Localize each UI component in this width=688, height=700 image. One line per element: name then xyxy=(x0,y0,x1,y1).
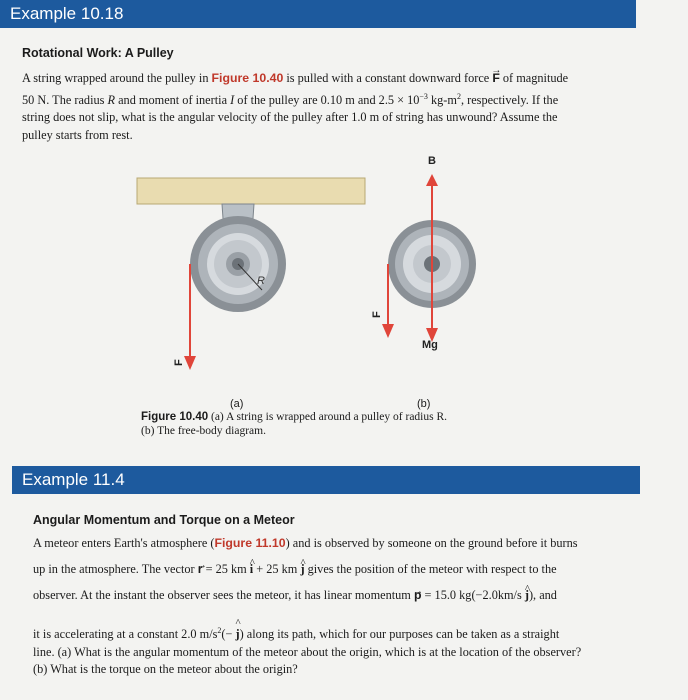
text-segment: A string wrapped around the pulley in xyxy=(22,71,212,85)
example-header: Example 10.18 xyxy=(0,0,636,28)
text-segment: kg-m xyxy=(427,92,457,107)
subfigure-label-b: (b) xyxy=(417,398,431,410)
exponent: 2 xyxy=(217,626,222,635)
text-segment: is pulled with a constant downward force xyxy=(283,71,493,85)
inertia-symbol: I xyxy=(230,92,235,107)
problem-text-continued xyxy=(33,622,633,679)
text-segment: A meteor enters Earth's atmosphere ( xyxy=(33,536,215,550)
text-segment: pulley starts from rest. xyxy=(22,127,133,142)
unit-vector-j: ^ j xyxy=(236,627,240,641)
force-label-a: F xyxy=(173,359,185,366)
unit-vector-j: ^ j xyxy=(525,588,529,602)
force-arrowhead xyxy=(184,356,196,370)
text-segment: 50 N. The radius xyxy=(22,92,108,107)
text-segment: string does not slip, what is the angular velocity of the pulley after 1.0 m of string has unwound? Assume the xyxy=(22,110,558,125)
position-vector-symbol: → r xyxy=(198,562,203,576)
subfigure-label-a: (a) xyxy=(230,398,244,410)
exponent: 2 xyxy=(456,91,461,101)
text-segment: ) along its path, which for our purposes can be taken as a straight xyxy=(239,627,560,642)
text-segment: of the pulley are 0.10 m and 2.5 × 10 xyxy=(234,92,420,107)
text-segment: observer. At the instant the observer sees the meteor, it has linear momentum xyxy=(33,588,414,602)
force-arrowhead-fbd xyxy=(382,324,394,338)
figure-link[interactable]: Figure 11.10 xyxy=(214,536,286,550)
force-vector-symbol: → F xyxy=(492,71,500,85)
unit-vector-j: ^ j xyxy=(300,562,304,576)
figure-number: Figure 10.40 xyxy=(141,411,209,423)
figure-caption xyxy=(141,410,501,438)
text-segment: it is accelerating at a constant 2.0 m/s xyxy=(33,627,218,642)
radius-symbol: R xyxy=(107,92,116,107)
example-subtitle: Rotational Work: A Pulley xyxy=(22,46,174,60)
example-subtitle: Angular Momentum and Torque on a Meteor xyxy=(33,513,295,527)
pulley-figure xyxy=(130,150,490,380)
text-segment: up in the atmosphere. The vector xyxy=(33,562,198,576)
text-segment: of magnitude xyxy=(499,71,569,85)
text-segment: (− xyxy=(221,627,236,642)
caption-text: (b) The free-body diagram. xyxy=(141,425,266,437)
text-segment: , respectively. If the xyxy=(460,92,559,107)
text-segment: + 25 km xyxy=(253,562,301,576)
exponent: −3 xyxy=(419,91,428,101)
text-segment: = 25 km xyxy=(202,562,250,576)
force-label-b: F xyxy=(371,311,383,318)
problem-text xyxy=(22,70,622,144)
ceiling-beam xyxy=(137,178,365,204)
radius-label: R xyxy=(257,275,265,287)
unit-vector-i: ^ i xyxy=(250,562,253,576)
text-segment: and moment of inertia xyxy=(115,92,231,107)
example-header: Example 11.4 xyxy=(12,466,640,494)
support-force-label: B xyxy=(428,155,436,167)
weight-label: Mg xyxy=(422,339,438,351)
support-force-arrowhead xyxy=(426,174,438,186)
figure-link[interactable]: Figure 10.40 xyxy=(211,71,284,85)
text-segment: gives the position of the meteor with respect to the xyxy=(304,562,557,576)
text-segment: line. (a) What is the angular momentum of the meteor about the origin, which is at the location of the observer? xyxy=(33,644,582,659)
text-segment: ) and is observed by someone on the ground before it burns xyxy=(285,536,578,550)
text-segment: (b) What is the torque on the meteor about the origin? xyxy=(33,662,298,677)
caption-text: (a) A string is wrapped around a pulley of radius R. xyxy=(208,411,448,423)
text-segment: = 15.0 kg(−2.0km/s xyxy=(421,588,525,602)
momentum-vector-symbol: → p xyxy=(414,588,422,602)
problem-text xyxy=(33,530,633,608)
text-segment: ), and xyxy=(528,588,557,602)
